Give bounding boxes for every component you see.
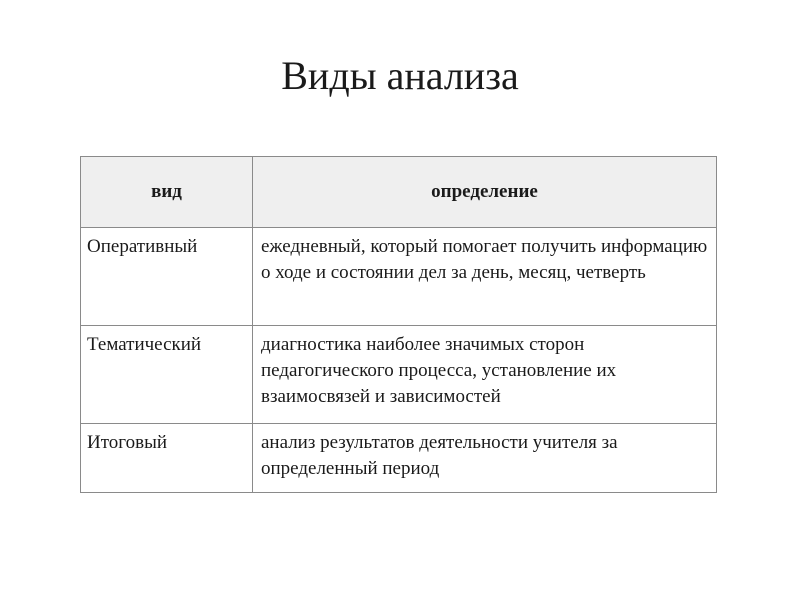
cell-definition: анализ результатов деятельности учителя за определенный период	[253, 424, 717, 493]
header-kind: вид	[81, 157, 253, 228]
table-header-row	[81, 157, 717, 228]
cell-kind: Тематический	[81, 326, 253, 424]
slide-title: Виды анализа	[281, 53, 519, 98]
table-row	[81, 424, 717, 493]
cell-kind: Итоговый	[81, 424, 253, 493]
header-definition: определение	[253, 157, 717, 228]
table-row	[81, 228, 717, 326]
analysis-types-table	[80, 156, 717, 493]
cell-definition: ежедневный, который помогает получить информацию о ходе и состоянии дел за день, месяц, четверть	[253, 228, 717, 326]
cell-definition: диагностика наиболее значимых сторон педагогического процесса, установление их взаимосвязей и зависимостей	[253, 326, 717, 424]
table-row	[81, 326, 717, 424]
cell-kind: Оперативный	[81, 228, 253, 326]
